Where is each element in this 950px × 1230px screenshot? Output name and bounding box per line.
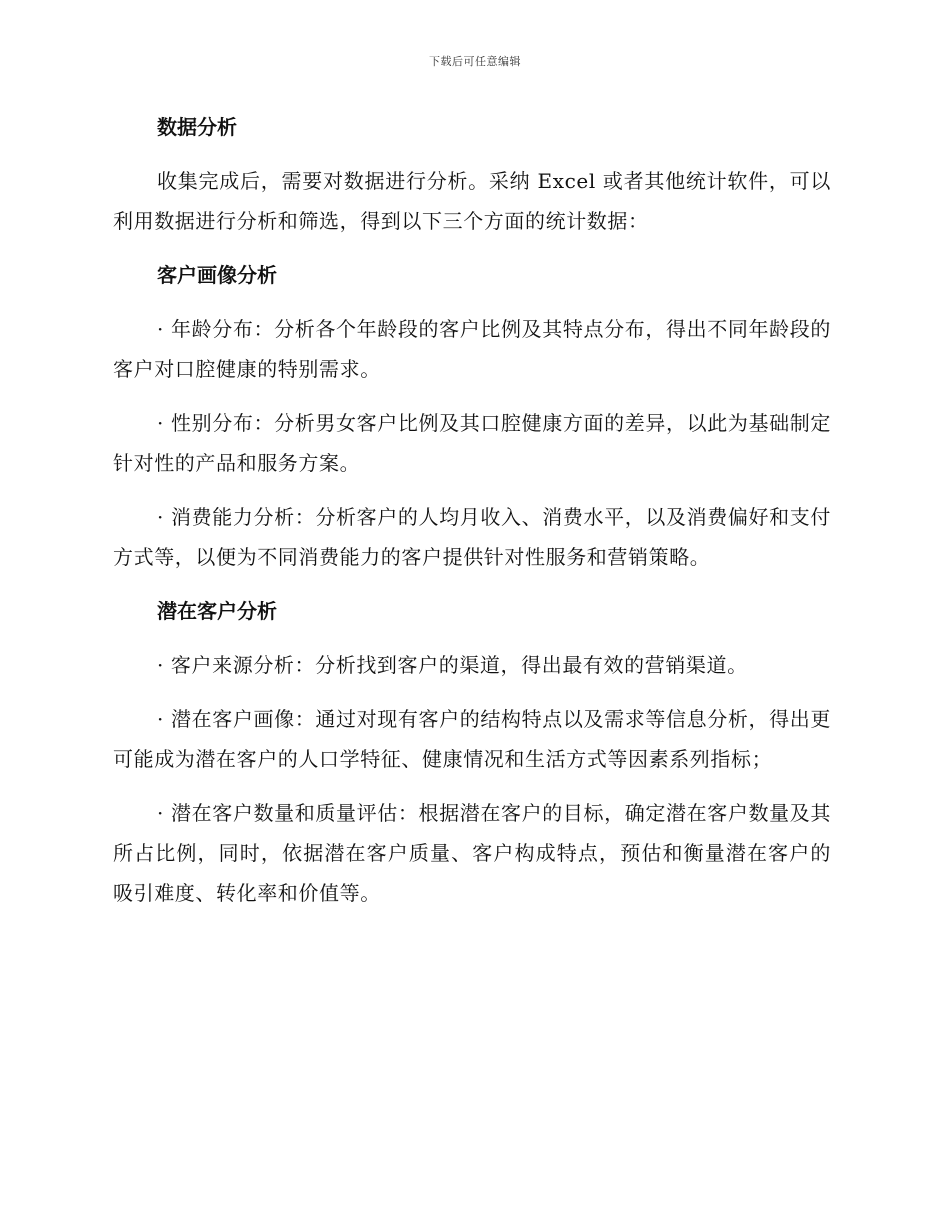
page-header-note: 下载后可任意编辑 bbox=[429, 55, 521, 68]
section-heading-customer-profile: 客户画像分析 bbox=[157, 263, 277, 287]
bullet-paragraph-source: · 客户来源分析：分析找到客户的渠道，得出最有效的营销渠道。 bbox=[157, 653, 748, 677]
bullet-paragraph-gender: · 性别分布：分析男女客户比例及其口腔健康方面的差异，以此为基础制定针对性的产品和服务方案。 bbox=[113, 411, 831, 475]
bullet-paragraph-quantity-quality: · 潜在客户数量和质量评估：根据潜在客户的目标，确定潜在客户数量及其所占比例，同时，依据潜在客户质量、客户构成特点，预估和衡量潜在客户的吸引难度、转化率和价值等。 bbox=[113, 801, 831, 905]
bullet-paragraph-potential-profile: · 潜在客户画像：通过对现有客户的结构特点以及需求等信息分析，得出更可能成为潜在客户的人口学特征、健康情况和生活方式等因素系列指标； bbox=[113, 707, 831, 771]
section-heading-potential-customers: 潜在客户分析 bbox=[157, 599, 277, 623]
paragraph: 收集完成后，需要对数据进行分析。采纳 Excel 或者其他统计软件，可以利用数据进行分析和筛选，得到以下三个方面的统计数据： bbox=[113, 169, 831, 233]
document-body bbox=[113, 107, 831, 913]
bullet-paragraph-age: · 年龄分布：分析各个年龄段的客户比例及其特点分布，得出不同年龄段的客户对口腔健康的特别需求。 bbox=[113, 317, 831, 381]
bullet-paragraph-spending: · 消费能力分析：分析客户的人均月收入、消费水平，以及消费偏好和支付方式等，以便为不同消费能力的客户提供针对性服务和营销策略。 bbox=[113, 505, 831, 569]
section-heading-data-analysis: 数据分析 bbox=[157, 115, 237, 139]
